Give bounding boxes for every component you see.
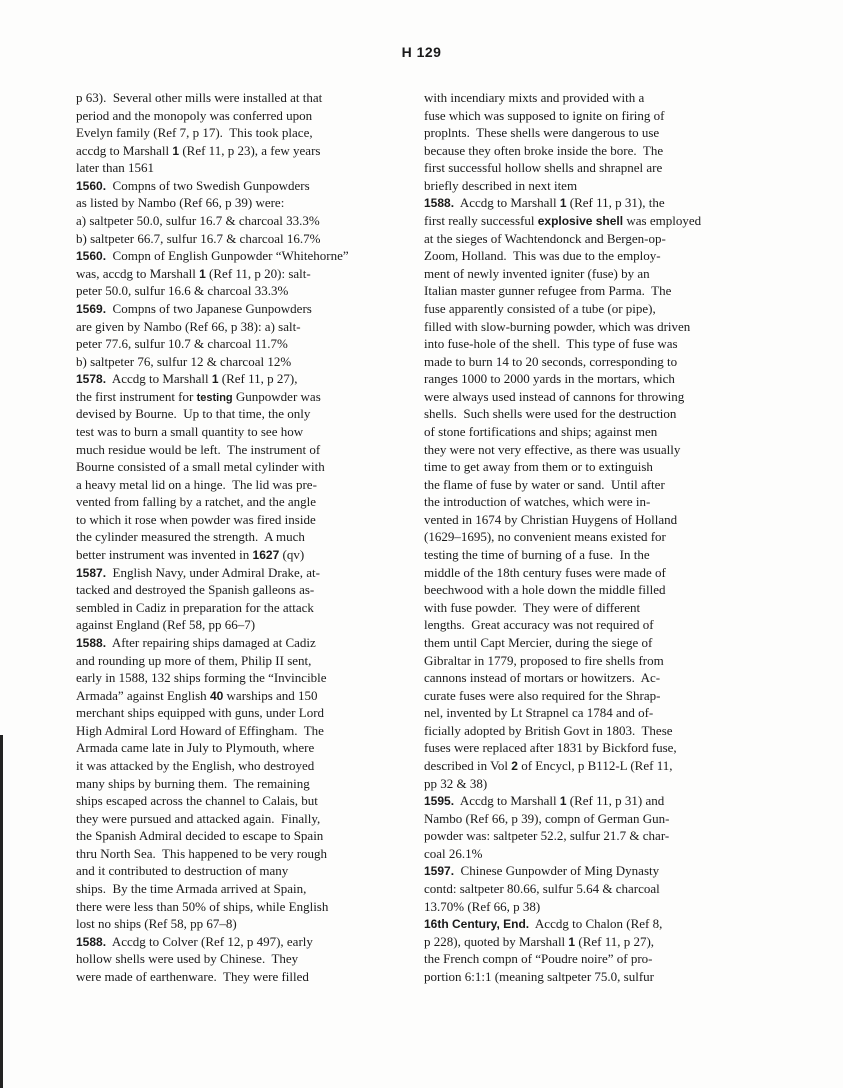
text-line <box>76 124 406 142</box>
text-run: Accdg to Colver (Ref 12, p 497), early <box>106 933 313 949</box>
ref-num: 2 <box>511 758 518 773</box>
text-line <box>76 300 406 318</box>
text-run: the introduction of watches, which were in- <box>424 494 651 510</box>
text-line <box>76 722 406 740</box>
text-run: contd: saltpeter 80.66, sulfur 5.64 & charcoal <box>424 881 660 897</box>
text-line <box>424 247 760 265</box>
ref-num: 1 <box>172 143 180 158</box>
text-run: thru North Sea. This happened to be very rough <box>76 845 328 861</box>
text-run: Armada” against English <box>76 687 210 703</box>
text-line <box>424 300 760 318</box>
text-run: b) saltpeter 76, sulfur 12 & charcoal 12% <box>76 353 292 369</box>
text-run: testing the time of burning of a fuse. In the <box>424 547 650 563</box>
text-line <box>424 669 760 687</box>
text-run: into fuse-hole of the shell. This type of fuse was <box>424 336 678 352</box>
text-run: High Admiral Lord Howard of Effingham. The <box>76 722 324 738</box>
text-line <box>76 704 406 722</box>
text-run: accdg to Marshall <box>76 142 173 158</box>
text-run: with fuse powder. They were of different <box>424 599 641 615</box>
text-run: of Encycl, p B112-L (Ref 11, <box>517 757 673 773</box>
entry-year: 1627 <box>252 548 280 563</box>
text-run: Bourne consisted of a small metal cylinder with <box>76 459 325 475</box>
text-line <box>424 950 760 968</box>
text-line <box>424 423 760 441</box>
text-line <box>424 652 760 670</box>
text-run: lost no ships (Ref 58, pp 67–8) <box>76 916 237 932</box>
ref-num: 1 <box>199 266 206 281</box>
text-line <box>424 493 760 511</box>
text-run: ment of newly invented igniter (fuse) by an <box>424 265 650 281</box>
text-line <box>76 282 406 300</box>
text-run: Accdg to Marshall <box>454 793 560 809</box>
text-run: as listed by Nambo (Ref 66, p 39) were: <box>76 195 285 211</box>
text-run: the Spanish Admiral decided to escape to Spain <box>76 828 324 844</box>
text-line <box>424 441 760 459</box>
page-header: H 129 <box>401 44 442 60</box>
text-line <box>76 757 406 775</box>
text-line <box>76 968 406 986</box>
text-line <box>76 511 406 529</box>
text-line <box>76 388 406 406</box>
text-run: (1629–1695), no convenient means existed for <box>424 529 666 545</box>
text-run: English Navy, under Admiral Drake, at- <box>106 564 320 580</box>
text-run: nel, invented by Lt Strapnel ca 1784 and of- <box>424 705 654 721</box>
text-run: Compns of two Japanese Gunpowders <box>106 300 312 316</box>
text-line <box>76 546 406 564</box>
text-run: with incendiary mixts and provided with a <box>424 90 645 105</box>
text-run: Accdg to Chalon (Ref 8, <box>529 916 663 932</box>
text-run: powder was: saltpeter 52.2, sulfur 21.7 & char- <box>424 828 670 844</box>
text-run: (Ref 11, p 31) and <box>566 793 665 809</box>
text-run: Compn of English Gunpowder “Whitehorne” <box>106 248 349 264</box>
entry-year: 1588. <box>76 934 107 949</box>
text-run: there were less than 50% of ships, while English <box>76 898 329 914</box>
text-line <box>76 528 406 546</box>
text-run: Accdg to Marshall <box>454 195 560 211</box>
entry-year: 1595. <box>424 794 455 809</box>
entry-year: 1569. <box>76 301 107 316</box>
text-line <box>76 898 406 916</box>
text-run: the French compn of “Poudre noire” of pro- <box>424 951 653 967</box>
text-run: Evelyn family (Ref 7, p 17). This took place, <box>76 125 313 141</box>
text-run: ships. By the time Armada arrived at Spain, <box>76 881 307 897</box>
text-run: curate fuses were also required for the Shrap- <box>424 687 661 703</box>
text-run: p 228), quoted by Marshall <box>424 933 569 949</box>
text-run: Chinese Gunpowder of Ming Dynasty <box>454 863 660 879</box>
text-run: p 63). Several other mills were installed at that <box>76 90 323 105</box>
text-run: Italian master gunner refugee from Parma. The <box>424 283 672 299</box>
text-line <box>424 827 760 845</box>
text-line <box>424 107 760 125</box>
text-line <box>424 142 760 160</box>
text-line <box>424 370 760 388</box>
text-run: to which it rose when powder was fired inside <box>76 511 316 527</box>
text-run: beechwood with a hole down the middle filled <box>424 582 666 598</box>
text-line <box>76 493 406 511</box>
text-run: b) saltpeter 66.7, sulfur 16.7 & charcoal 16.7% <box>76 230 321 246</box>
entry-year: 1588. <box>424 196 455 211</box>
text-run: shells. Such shells were used for the destruction <box>424 406 677 422</box>
text-line <box>424 353 760 371</box>
text-line <box>424 739 760 757</box>
text-run: (Ref 11, p 31), the <box>566 195 665 211</box>
ref-num: 1 <box>568 934 576 949</box>
text-line <box>76 423 406 441</box>
ref-num: 1 <box>211 372 219 387</box>
text-line <box>424 564 760 582</box>
text-line <box>424 845 760 863</box>
binding-edge <box>0 735 3 1088</box>
text-line <box>76 792 406 810</box>
text-line <box>76 353 406 371</box>
text-line <box>76 194 406 212</box>
ref-num: 1 <box>559 794 567 809</box>
text-line <box>76 810 406 828</box>
text-line <box>76 669 406 687</box>
text-run: were made of earthenware. They were filled <box>76 968 309 984</box>
entry-year: 1587. <box>76 565 107 580</box>
text-run: Nambo (Ref 66, p 39), compn of German Gun- <box>424 810 670 826</box>
text-line <box>424 722 760 740</box>
text-line <box>76 564 406 582</box>
text-line <box>76 159 406 177</box>
text-line <box>76 142 406 160</box>
text-line <box>424 511 760 529</box>
text-run: pp 32 & 38) <box>424 775 488 791</box>
text-run: (Ref 11, p 27), <box>218 371 298 387</box>
text-run: cannons instead of mortars or howitzers. Ac- <box>424 670 661 686</box>
text-line <box>76 933 406 951</box>
text-run: After repairing ships damaged at Cadiz <box>106 634 316 650</box>
text-line <box>76 441 406 459</box>
text-line <box>76 265 406 283</box>
text-run: proplnts. These shells were dangerous to use <box>424 125 660 141</box>
text-run: first really successful <box>424 213 538 229</box>
text-line <box>76 212 406 230</box>
text-run: them until Capt Mercier, during the siege of <box>424 634 653 650</box>
text-line <box>424 862 760 880</box>
entry-year: 1588. <box>76 635 107 650</box>
text-line <box>424 528 760 546</box>
text-run: Zoom, Holland. This was due to the employ- <box>424 248 661 264</box>
text-line <box>76 915 406 933</box>
text-line <box>424 177 760 195</box>
text-line <box>76 616 406 634</box>
text-run: a) saltpeter 50.0, sulfur 16.7 & charcoal 33.3% <box>76 213 320 229</box>
text-run: described in Vol <box>424 757 512 773</box>
text-line <box>424 898 760 916</box>
text-line <box>424 687 760 705</box>
bold-term: explosive shell <box>537 214 624 229</box>
text-run: Gunpowder was <box>232 388 321 404</box>
text-run: warships and 150 <box>223 687 318 703</box>
text-run: a heavy metal lid on a hinge. The lid was pre- <box>76 476 317 492</box>
text-run: made to burn 14 to 20 seconds, corresponding to <box>424 353 678 369</box>
text-line <box>424 318 760 336</box>
text-line <box>424 458 760 476</box>
text-line <box>76 775 406 793</box>
text-run: the first instrument for <box>76 388 197 404</box>
text-run: devised by Bourne. Up to that time, the only <box>76 406 311 422</box>
text-run: period and the monopoly was conferred upon <box>76 107 313 123</box>
text-line <box>76 827 406 845</box>
text-run: lengths. Great accuracy was not required of <box>424 617 654 633</box>
text-line <box>76 476 406 494</box>
text-line <box>424 915 760 933</box>
text-run: are given by Nambo (Ref 66, p 38): a) salt- <box>76 318 301 334</box>
text-line <box>424 792 760 810</box>
text-run: was employed <box>623 213 702 229</box>
text-line <box>76 230 406 248</box>
text-run: ranges 1000 to 2000 yards in the mortars, which <box>424 371 675 387</box>
text-line <box>424 282 760 300</box>
text-line <box>76 247 406 265</box>
text-run: (Ref 11, p 27), <box>575 933 655 949</box>
text-line <box>424 194 760 212</box>
text-run: middle of the 18th century fuses were made of <box>424 564 666 580</box>
text-run: 13.70% (Ref 66, p 38) <box>424 898 541 914</box>
text-line <box>424 634 760 652</box>
text-run: the cylinder measured the strength. A much <box>76 529 305 545</box>
text-line <box>76 458 406 476</box>
text-line <box>76 652 406 670</box>
text-line <box>76 581 406 599</box>
text-run: they were not very effective, as there was usually <box>424 441 681 457</box>
text-run: because they often broke inside the bore. The <box>424 142 664 158</box>
text-line <box>424 476 760 494</box>
entry-year: 1560. <box>76 249 107 264</box>
text-run: was, accdg to Marshall <box>76 265 200 281</box>
text-run: filled with slow-burning powder, which was driven <box>424 318 691 334</box>
entry-year: 1578. <box>76 372 107 387</box>
text-line <box>424 546 760 564</box>
text-run: (qv) <box>279 547 305 563</box>
text-run: briefly described in next item <box>424 177 578 193</box>
text-line <box>424 159 760 177</box>
text-run: peter 50.0, sulfur 16.6 & charcoal 33.3% <box>76 283 289 299</box>
text-run: they were pursued and attacked again. Finally, <box>76 810 321 826</box>
text-line <box>76 862 406 880</box>
text-line <box>76 950 406 968</box>
text-line <box>76 370 406 388</box>
text-line <box>76 845 406 863</box>
text-line <box>424 581 760 599</box>
text-line <box>424 880 760 898</box>
text-run: portion 6:1:1 (meaning saltpeter 75.0, sulfur <box>424 968 654 984</box>
text-line <box>76 880 406 898</box>
text-line <box>76 687 406 705</box>
text-run: merchant ships equipped with guns, under Lord <box>76 705 325 721</box>
text-line <box>424 775 760 793</box>
text-run: Armada came late in July to Plymouth, where <box>76 740 315 756</box>
text-run: test was to burn a small quantity to see how <box>76 423 304 439</box>
right-column <box>424 89 760 985</box>
entry-year: 1560. <box>76 178 107 193</box>
text-line <box>76 739 406 757</box>
text-run: time to get away from them or to extinguish <box>424 459 653 475</box>
text-line <box>424 933 760 951</box>
text-run: later than 1561 <box>76 160 154 176</box>
text-line <box>424 265 760 283</box>
entry-year: 16th Century, End. <box>424 917 530 932</box>
text-run: better instrument was invented in <box>76 547 253 563</box>
text-run: Compns of two Swedish Gunpowders <box>106 177 310 193</box>
text-run: and it contributed to destruction of many <box>76 863 289 879</box>
text-line <box>424 757 760 775</box>
text-run: ficially adopted by British Govt in 1803. These <box>424 722 673 738</box>
text-run: fuse apparently consisted of a tube (or pipe), <box>424 300 656 316</box>
text-run: the flame of fuse by water or sand. Until after <box>424 476 665 492</box>
text-run: at the sieges of Wachtendonck and Bergen-op- <box>424 230 666 246</box>
text-line <box>76 335 406 353</box>
text-line <box>424 599 760 617</box>
text-run: were always used instead of cannons for throwing <box>424 388 685 404</box>
text-run: (Ref 11, p 23), a few years <box>179 142 321 158</box>
text-run: peter 77.6, sulfur 10.7 & charcoal 11.7% <box>76 336 288 352</box>
text-line <box>424 212 760 230</box>
text-run: coal 26.1% <box>424 845 483 861</box>
text-line <box>76 107 406 125</box>
text-run: many ships by burning them. The remaining <box>76 775 310 791</box>
text-line <box>424 968 760 986</box>
text-run: against England (Ref 58, pp 66–7) <box>76 617 256 633</box>
text-line <box>424 230 760 248</box>
text-line <box>76 318 406 336</box>
term: testing <box>196 391 233 404</box>
text-run: ships escaped across the channel to Calais, but <box>76 793 318 809</box>
text-run: tacked and destroyed the Spanish galleons as- <box>76 582 315 598</box>
text-line <box>424 89 760 107</box>
text-run: of stone fortifications and ships; against men <box>424 423 658 439</box>
entry-year: 1597. <box>424 864 455 879</box>
ref-num: 1 <box>559 196 567 211</box>
text-run: Gibraltar in 1779, proposed to fire shells from <box>424 652 664 668</box>
text-run: vented from falling by a ratchet, and the angle <box>76 494 317 510</box>
text-line <box>424 335 760 353</box>
text-line <box>76 634 406 652</box>
text-line <box>76 405 406 423</box>
text-run: fuse which was supposed to ignite on firing of <box>424 107 665 123</box>
text-run: vented in 1674 by Christian Huygens of Holland <box>424 511 678 527</box>
text-run: fuses were replaced after 1831 by Bickford fuse, <box>424 740 677 756</box>
left-column <box>76 89 406 985</box>
text-run: (Ref 11, p 20): salt- <box>205 265 311 281</box>
text-run: and rounding up more of them, Philip II sent, <box>76 652 312 668</box>
text-line <box>424 704 760 722</box>
text-line <box>424 810 760 828</box>
text-line <box>424 405 760 423</box>
text-run: Accdg to Marshall <box>106 371 212 387</box>
text-line <box>424 388 760 406</box>
text-line <box>76 89 406 107</box>
text-line <box>424 124 760 142</box>
text-line <box>76 177 406 195</box>
text-run: it was attacked by the English, who destroyed <box>76 757 315 773</box>
text-run: early in 1588, 132 ships forming the “Invincible <box>76 670 327 686</box>
text-run: much residue would be left. The instrument of <box>76 441 321 457</box>
text-run: hollow shells were used by Chinese. They <box>76 951 299 967</box>
text-line <box>76 599 406 617</box>
text-line <box>424 616 760 634</box>
text-run: first successful hollow shells and shrapnel are <box>424 160 663 176</box>
text-run: sembled in Cadiz in preparation for the attack <box>76 599 314 615</box>
ref-num: 40 <box>209 688 224 703</box>
